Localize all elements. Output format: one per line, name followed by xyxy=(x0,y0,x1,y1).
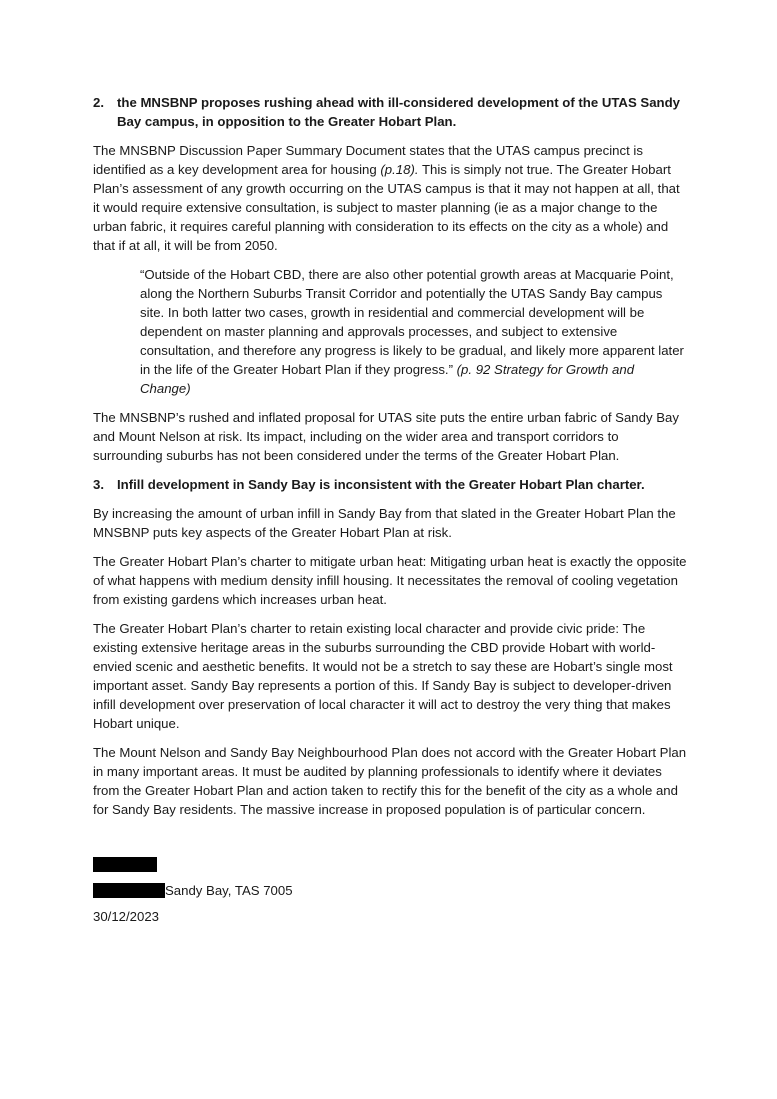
block-quote xyxy=(93,265,687,398)
section-2-paragraph-1-end: This is simply not true. The Greater Hobart Plan’s assessment of any growth occurring on the UTAS campus is that it may not happen at all, that it would require extensive consultation, is subject to master planning (ie as a major change to the urban fabric, it requires careful planning with consideration to its effects on the city as a whole) and that if at all, it will be from 2050. xyxy=(93,162,680,253)
section-3-paragraph-2: The Greater Hobart Plan’s charter to mitigate urban heat: Mitigating urban heat is exactly the opposite of what happens with medium density infill housing. It necessitates the removal of cooling vegetation from existing gardens which increases urban heat. xyxy=(93,554,687,607)
quote-text: “Outside of the Hobart CBD, there are also other potential growth areas at Macquarie Point, along the Northern Suburbs Transit Corridor and potentially the UTAS Sandy Bay campus site. In both latter two cases, growth in residential and commercial development will be dependent on master planning and approvals processes, and subject to extensive consultation, and therefore any progress is likely to be gradual, and likely more apparent later in the life of the Greater Hobart Plan if they progress.” xyxy=(140,267,684,377)
signature-block xyxy=(93,855,687,926)
section-2-paragraph-2: The MNSBNP’s rushed and inflated proposal for UTAS site puts the entire urban fabric of Sandy Bay and Mount Nelson at risk. Its impact, including on the wider area and transport corridors to surrounding suburbs has not been considered under the terms of the Greater Hobart Plan. xyxy=(93,410,679,463)
signature-date: 30/12/2023 xyxy=(93,909,160,924)
page-reference: (p.18). xyxy=(380,162,419,177)
redacted-name xyxy=(93,857,157,872)
redacted-street xyxy=(93,883,165,898)
section-3-paragraph-4: The Mount Nelson and Sandy Bay Neighbourhood Plan does not accord with the Greater Hobart Plan in many important areas. It must be audited by planning professionals to identify where it deviates from the Greater Hobart Plan and action taken to rectify this for the benefit of the city as a whole and for Sandy Bay residents. The massive increase in proposed population is of particular concern. xyxy=(93,745,687,817)
section-2-number: 2. xyxy=(93,95,104,110)
section-3-number: 3. xyxy=(93,477,104,492)
section-3-paragraph-1: By increasing the amount of urban infill in Sandy Bay from that slated in the Greater Hobart Plan the MNSBNP puts key aspects of the Greater Hobart Plan at risk. xyxy=(93,506,676,540)
section-3-heading xyxy=(93,475,687,494)
signature-address-line xyxy=(93,881,687,900)
section-3-title: Infill development in Sandy Bay is inconsistent with the Greater Hobart Plan charter. xyxy=(117,477,645,492)
quote-citation: (p. 92 Strategy for Growth and Change) xyxy=(140,362,635,396)
section-2-paragraph-1-start: The MNSBNP Discussion Paper Summary Document states that the UTAS campus precinct is identified as a key development area for housing xyxy=(93,143,643,177)
section-2-paragraph-1 xyxy=(93,141,687,255)
section-2-title: the MNSBNP proposes rushing ahead with ill-considered development of the UTAS Sandy Bay campus, in opposition to the Greater Hobart Plan. xyxy=(117,95,680,129)
address-suburb: Sandy Bay, TAS 7005 xyxy=(165,883,293,898)
signature-name-line xyxy=(93,855,687,874)
section-3-paragraph-3: The Greater Hobart Plan’s charter to retain existing local character and provide civic pride: The existing extensive heritage areas in the suburbs surrounding the CBD provide Hobart with world-envied scenic and aesthetic benefits. It would not be a stretch to say these are Hobart’s single most important asset. Sandy Bay represents a portion of this. If Sandy Bay is subject to developer-driven infill development over preservation of local character it will act to destroy the very thing that makes Hobart unique. xyxy=(93,621,673,731)
section-2-heading xyxy=(93,93,687,131)
